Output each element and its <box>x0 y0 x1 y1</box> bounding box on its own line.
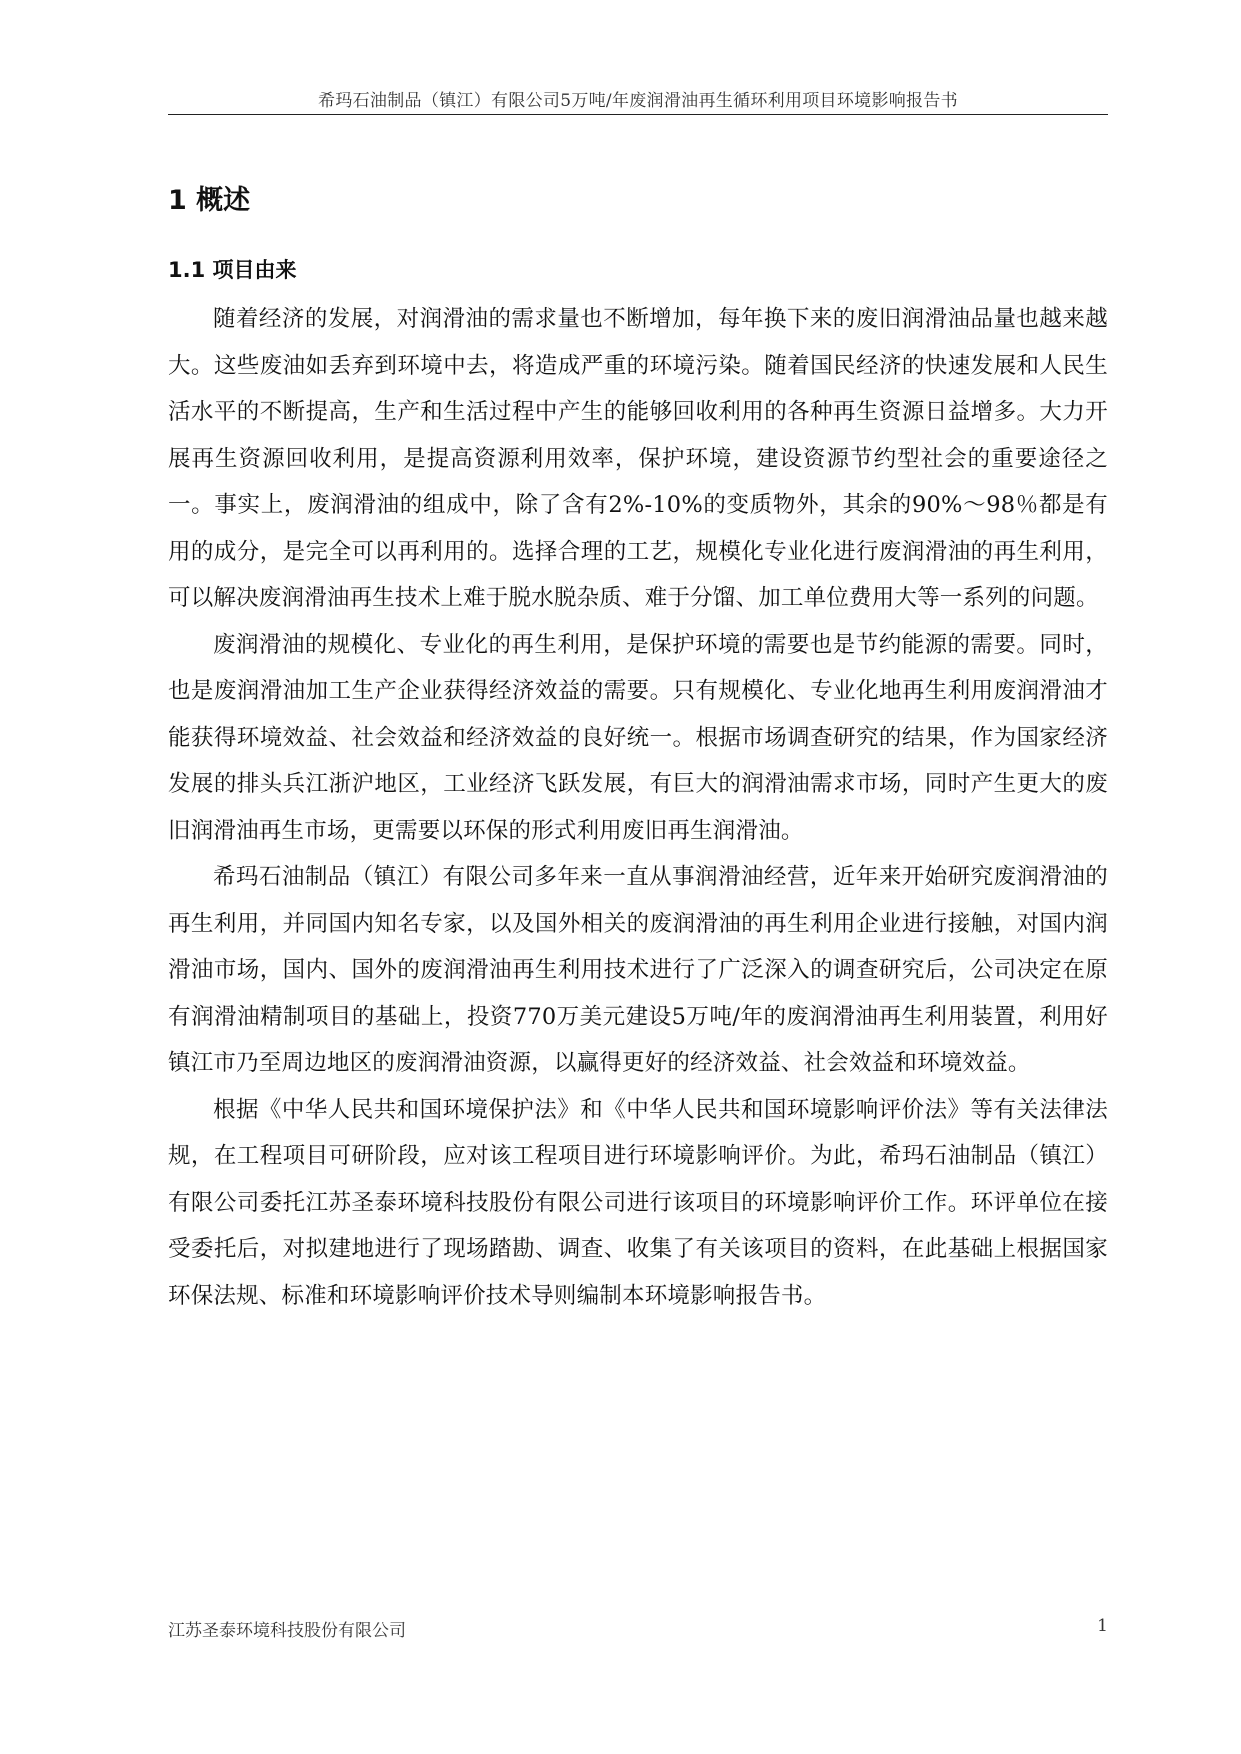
paragraph-4: 根据《中华人民共和国环境保护法》和《中华人民共和国环境影响评价法》等有关法律法规，在工程项目可研阶段，应对该工程项目进行环境影响评价。为此，希玛石油制品（镇江）有限公司委托江苏圣泰环境科技股份有限公司进行该项目的环境影响评价工作。环评单位在接受委托后，对拟建地进行了现场踏勘、调查、收集了有关该项目的资料，在此基础上根据国家环保法规、标准和环境影响评价技术导则编制本环境影响报告书。 <box>168 1096 1108 1309</box>
body-text <box>168 296 1108 1319</box>
paragraph-1: 随着经济的发展，对润滑油的需求量也不断增加，每年换下来的废旧润滑油品量也越来越大。这些废油如丢弃到环境中去，将造成严重的环境污染。随着国民经济的快速发展和人民生活水平的不断提高，生产和生活过程中产生的能够回收利用的各种再生资源日益增多。大力开展再生资源回收利用，是提高资源利用效率，保护环境，建设资源节约型社会的重要途径之一。事实上，废润滑油的组成中，除了含有2%-10%的变质物外，其余的90%～98％都是有用的成分，是完全可以再利用的。选择合理的工艺，规模化专业化进行废润滑油的再生利用，可以解决废润滑油再生技术上难于脱水脱杂质、难于分馏、加工单位费用大等一系列的问题。 <box>168 306 1108 611</box>
chapter-title: 1 概述 <box>168 185 251 216</box>
page-number: 1 <box>1097 1616 1108 1636</box>
section-title: 1.1 项目由来 <box>168 258 297 282</box>
footer-company: 江苏圣泰环境科技股份有限公司 <box>168 1621 406 1641</box>
paragraph-2: 废润滑油的规模化、专业化的再生利用，是保护环境的需要也是节约能源的需要。同时，也是废润滑油加工生产企业获得经济效益的需要。只有规模化、专业化地再生利用废润滑油才能获得环境效益、社会效益和经济效益的良好统一。根据市场调查研究的结果，作为国家经济发展的排头兵江浙沪地区，工业经济飞跃发展，有巨大的润滑油需求市场，同时产生更大的废旧润滑油再生市场，更需要以环保的形式利用废旧再生润滑油。 <box>168 631 1108 844</box>
paragraph-3: 希玛石油制品（镇江）有限公司多年来一直从事润滑油经营，近年来开始研究废润滑油的再生利用，并同国内知名专家，以及国外相关的废润滑油的再生利用企业进行接触，对国内润滑油市场，国内、国外的废润滑油再生利用技术进行了广泛深入的调查研究后，公司决定在原有润滑油精制项目的基础上，投资770万美元建设5万吨/年的废润滑油再生利用装置，利用好镇江市乃至周边地区的废润滑油资源，以赢得更好的经济效益、社会效益和环境效益。 <box>168 864 1108 1076</box>
header-rule <box>168 114 1108 115</box>
page-header: 希玛石油制品（镇江）有限公司5万吨/年废润滑油再生循环利用项目环境影响报告书 <box>318 91 958 111</box>
